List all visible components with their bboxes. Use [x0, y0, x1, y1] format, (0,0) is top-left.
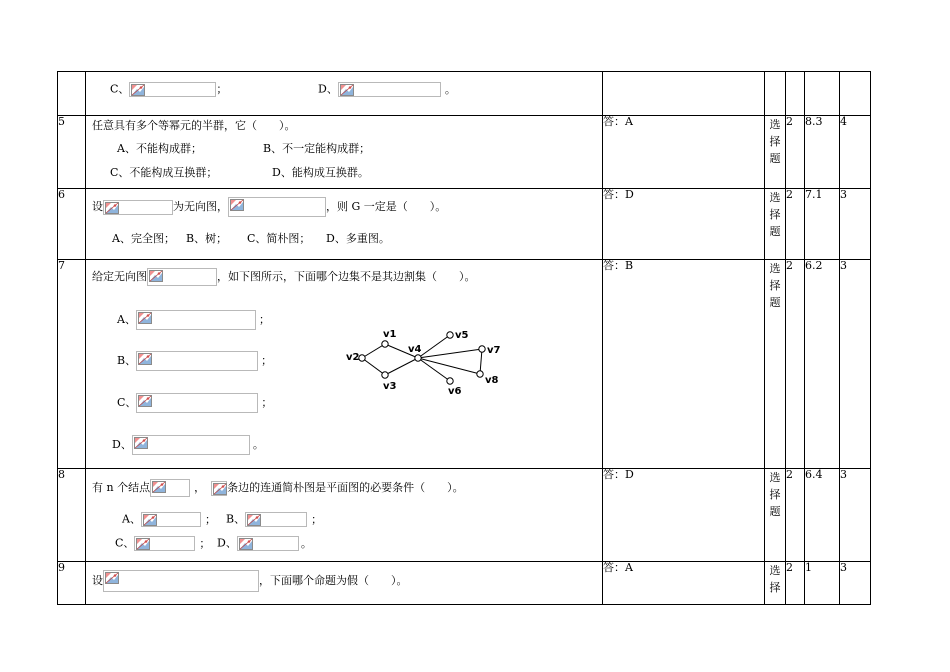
- vertex-v6: [447, 378, 453, 384]
- vertex-label: v8: [485, 375, 499, 386]
- score: 2: [786, 116, 805, 189]
- vertex-label: v2: [346, 352, 360, 363]
- option-d: D、 。: [112, 435, 264, 455]
- question-table: [57, 71, 871, 605]
- question-number: [58, 72, 86, 116]
- difficulty: 3: [840, 189, 871, 260]
- difficulty: 4: [840, 116, 871, 189]
- broken-image-icon: [138, 395, 152, 407]
- answer-cell: 答：B: [603, 260, 765, 469]
- option-c: C、 ；: [117, 393, 272, 413]
- chapter: 1: [805, 562, 840, 605]
- vertex-label: v5: [455, 330, 469, 341]
- broken-image-icon: [105, 572, 119, 584]
- table-row: [58, 469, 871, 562]
- option-c: C、不能构成互换群；: [110, 166, 218, 179]
- graph-edge: [418, 358, 450, 381]
- question-type: 选 择 题: [765, 469, 786, 562]
- table-row: [58, 562, 871, 605]
- question-cell: [86, 116, 603, 189]
- vertex-v1: [382, 341, 388, 347]
- graph-edge: [385, 358, 418, 375]
- formula-image: [141, 512, 201, 527]
- formula-image: [103, 570, 259, 592]
- score: 2: [786, 260, 805, 469]
- graph-edge: [362, 344, 385, 358]
- option-b: B、不一定能构成群；: [263, 142, 371, 155]
- option-a: A、不能构成群；: [117, 142, 202, 155]
- graph-edge: [480, 349, 482, 374]
- chapter: 8.3: [805, 116, 840, 189]
- formula-image: [228, 197, 326, 217]
- difficulty: 3: [840, 260, 871, 469]
- broken-image-icon: [138, 353, 152, 365]
- broken-image-icon: [230, 199, 244, 211]
- formula-image: [338, 82, 441, 97]
- vertex-label: v1: [383, 329, 397, 340]
- vertex-v4: [415, 355, 421, 361]
- option-d: D、 。: [217, 536, 312, 550]
- table-row: [58, 260, 871, 469]
- broken-image-icon: [105, 202, 119, 214]
- question-stem: 设 ，下面哪个命题为假（ ）。: [92, 570, 408, 592]
- question-number: 5: [58, 116, 86, 189]
- question-cell: C、 ； D、 。: [86, 72, 603, 116]
- question-stem: 设 为无向图， ，则 G 一定是（ ）。: [92, 197, 446, 217]
- option-a: A、 ；: [122, 512, 216, 526]
- broken-image-icon: [239, 538, 253, 550]
- option-a: A、 ；: [117, 310, 270, 330]
- question-type: 选 择 题: [765, 189, 786, 260]
- vertex-v2: [359, 355, 365, 361]
- graph-edges: [362, 335, 482, 381]
- question-cell: [86, 189, 603, 260]
- formula-image: [132, 435, 250, 455]
- question-type: 选 择: [765, 562, 786, 605]
- broken-image-icon: [149, 270, 163, 282]
- option-c: C、简朴图；: [247, 232, 311, 245]
- broken-image-icon: [143, 514, 157, 526]
- formula-image: [136, 393, 258, 413]
- vertex-label: v3: [383, 381, 397, 392]
- formula-image: [136, 351, 258, 371]
- question-type: 选 择 题: [765, 116, 786, 189]
- broken-image-icon: [134, 437, 148, 449]
- formula-image: [237, 536, 299, 551]
- formula-image: [245, 512, 307, 527]
- chapter: 6.4: [805, 469, 840, 562]
- formula-image: [211, 481, 227, 496]
- formula-image: [103, 200, 173, 215]
- option-d: D、能构成互换群。: [272, 166, 369, 179]
- vertex-v5: [447, 332, 453, 338]
- score: 2: [786, 189, 805, 260]
- option-d: D、多重图。: [326, 232, 390, 245]
- option-c: C、 ；: [115, 536, 211, 550]
- answer-cell: 答：D: [603, 189, 765, 260]
- question-cell: [86, 260, 603, 469]
- vertex-v8: [477, 371, 483, 377]
- answer-cell: 答：A: [603, 562, 765, 605]
- broken-image-icon: [136, 538, 150, 550]
- broken-image-icon: [213, 483, 227, 495]
- question-stem: 给定无向图 ，如下图所示，下面哪个边集不是其边割集（ ）。: [92, 268, 476, 286]
- answer-cell: 答：A: [603, 116, 765, 189]
- vertex-label: v6: [448, 386, 462, 397]
- vertex-v3: [382, 372, 388, 378]
- question-cell: [86, 469, 603, 562]
- question-number: 8: [58, 469, 86, 562]
- broken-image-icon: [247, 514, 261, 526]
- difficulty: 3: [840, 469, 871, 562]
- option-b: B、 ；: [117, 351, 272, 371]
- answer-cell: 答：D: [603, 469, 765, 562]
- option-a: A、完全图；: [112, 232, 175, 245]
- question-type: 选 择 题: [765, 260, 786, 469]
- score: 2: [786, 562, 805, 605]
- question-number: 9: [58, 562, 86, 605]
- broken-image-icon: [138, 312, 152, 324]
- broken-image-icon: [152, 481, 166, 493]
- chapter: 7.1: [805, 189, 840, 260]
- graph-edge: [418, 358, 480, 374]
- formula-image: [147, 268, 217, 286]
- vertex-v7: [479, 346, 485, 352]
- chapter: 6.2: [805, 260, 840, 469]
- table-row: [58, 189, 871, 260]
- question-stem: 任意具有多个等幂元的半群，它（ ）。: [92, 119, 296, 132]
- graph-edge: [362, 358, 385, 375]
- vertex-label: v4: [408, 344, 422, 355]
- broken-image-icon: [131, 84, 145, 96]
- option-b: B、 ；: [226, 512, 323, 526]
- question-cell: [86, 562, 603, 605]
- broken-image-icon: [340, 84, 354, 96]
- answer-cell: [603, 72, 765, 116]
- formula-image: [136, 310, 256, 330]
- question-stem: 有 n 个结点 ， 条边的连通简朴图是平面图的必要条件（ ）。: [92, 479, 464, 497]
- table-row: [58, 72, 871, 116]
- score: 2: [786, 469, 805, 562]
- difficulty: 3: [840, 562, 871, 605]
- table-row: [58, 116, 871, 189]
- formula-image: [150, 479, 190, 497]
- formula-image: [129, 82, 216, 97]
- question-number: 7: [58, 260, 86, 469]
- formula-image: [134, 536, 195, 551]
- vertex-label: v7: [487, 345, 501, 356]
- graph-edge: [418, 349, 482, 358]
- option-b: B、树；: [186, 232, 228, 245]
- question-number: 6: [58, 189, 86, 260]
- graph-diagram: [342, 326, 502, 406]
